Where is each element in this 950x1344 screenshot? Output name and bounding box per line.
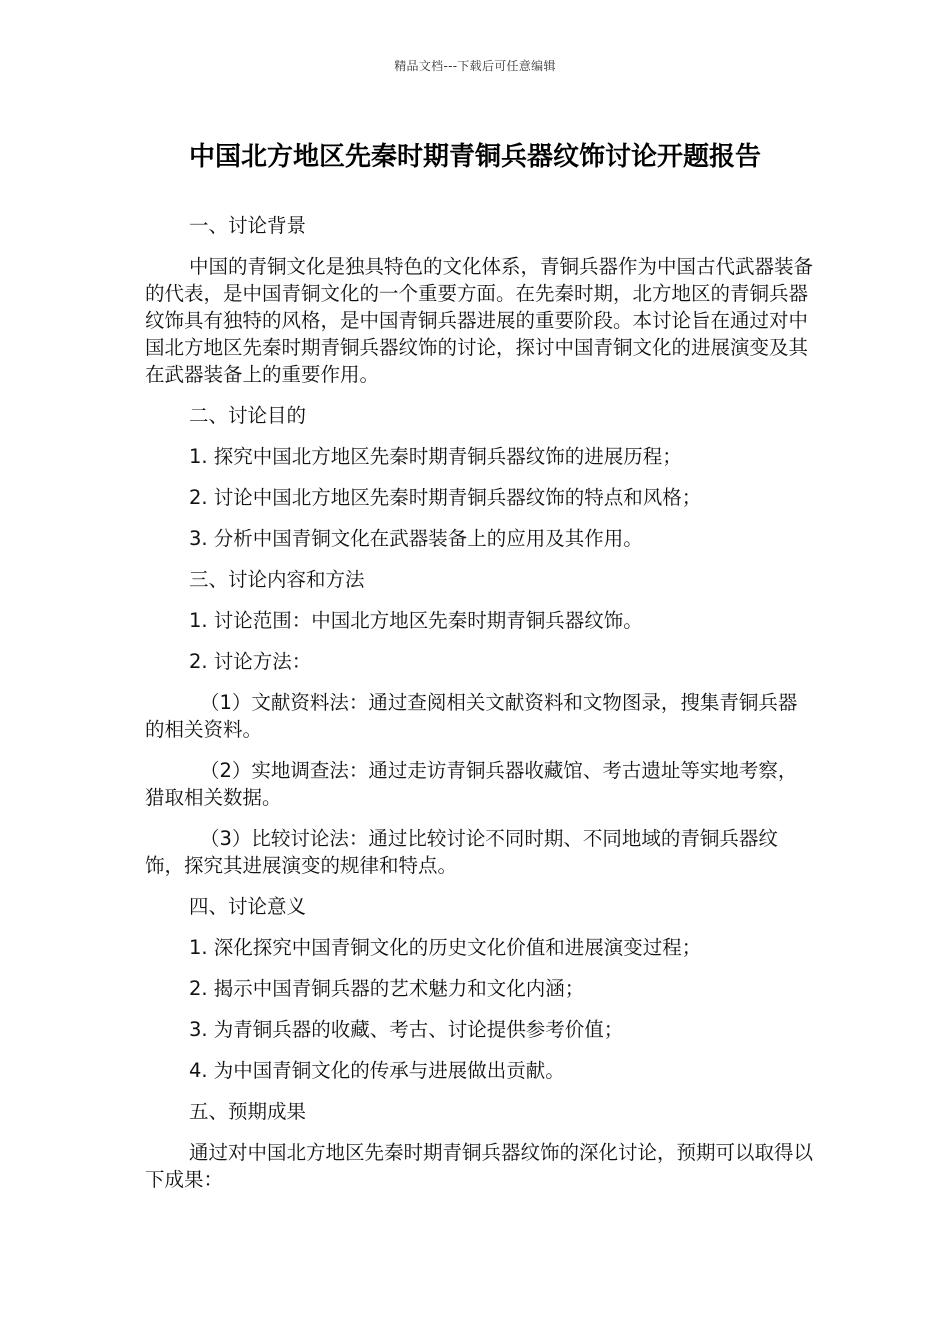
purpose-item-3: 3. 分析中国青铜文化在武器装备上的应用及其作用。 (189, 527, 643, 550)
section-heading-purpose: 二、讨论目的 (189, 404, 307, 427)
significance-item-4: 4. 为中国青铜文化的传承与进展做出贡献。 (189, 1059, 565, 1082)
purpose-item-2: 2. 讨论中国北方地区先秦时期青铜兵器纹饰的特点和风格； (189, 486, 702, 509)
significance-item-1: 1. 深化探究中国青铜文化的历史文化价值和进展演变过程； (189, 936, 702, 959)
method-literature: （1）文献资料法：通过查阅相关文献资料和文物图录，搜集青铜兵器的相关资料。 (145, 691, 798, 741)
section-heading-background: 一、讨论背景 (189, 214, 307, 237)
section-heading-significance: 四、讨论意义 (189, 895, 307, 918)
background-paragraph: 中国的青铜文化是独具特色的文化体系，青铜兵器作为中国古代武器装备的代表，是中国青铜文化的一个重要方面。在先秦时期，北方地区的青铜兵器纹饰具有独特的风格，是中国青铜兵器进展的重要阶段。本讨论旨在通过对中国北方地区先秦时期青铜兵器纹饰的讨论，探讨中国青铜文化的进展演变及其在武器装备上的重要作用。 (145, 255, 814, 386)
content-item-method: 2. 讨论方法： (189, 650, 312, 673)
significance-item-2: 2. 揭示中国青铜兵器的艺术魅力和文化内涵； (189, 977, 585, 1000)
content-item-scope: 1. 讨论范围：中国北方地区先秦时期青铜兵器纹饰。 (189, 609, 643, 632)
significance-item-3: 3. 为青铜兵器的收藏、考古、讨论提供参考价值； (189, 1018, 624, 1041)
section-heading-content-method: 三、讨论内容和方法 (189, 568, 365, 591)
section-heading-expected-results: 五、预期成果 (189, 1100, 307, 1123)
method-field-survey: （2）实地调查法：通过走访青铜兵器收藏馆、考古遗址等实地考察，猎取相关数据。 (145, 759, 798, 809)
document-title: 中国北方地区先秦时期青铜兵器纹饰讨论开题报告 (188, 142, 761, 172)
expected-results-paragraph: 通过对中国北方地区先秦时期青铜兵器纹饰的深化讨论，预期可以取得以下成果： (145, 1141, 814, 1191)
method-comparison: （3）比较讨论法：通过比较讨论不同时期、不同地域的青铜兵器纹饰，探究其进展演变的规律和特点。 (145, 827, 778, 877)
document-body (145, 212, 815, 1193)
header-note: 精品文档---下载后可任意编辑 (394, 59, 556, 73)
purpose-item-1: 1. 探究中国北方地区先秦时期青铜兵器纹饰的进展历程； (189, 445, 682, 468)
